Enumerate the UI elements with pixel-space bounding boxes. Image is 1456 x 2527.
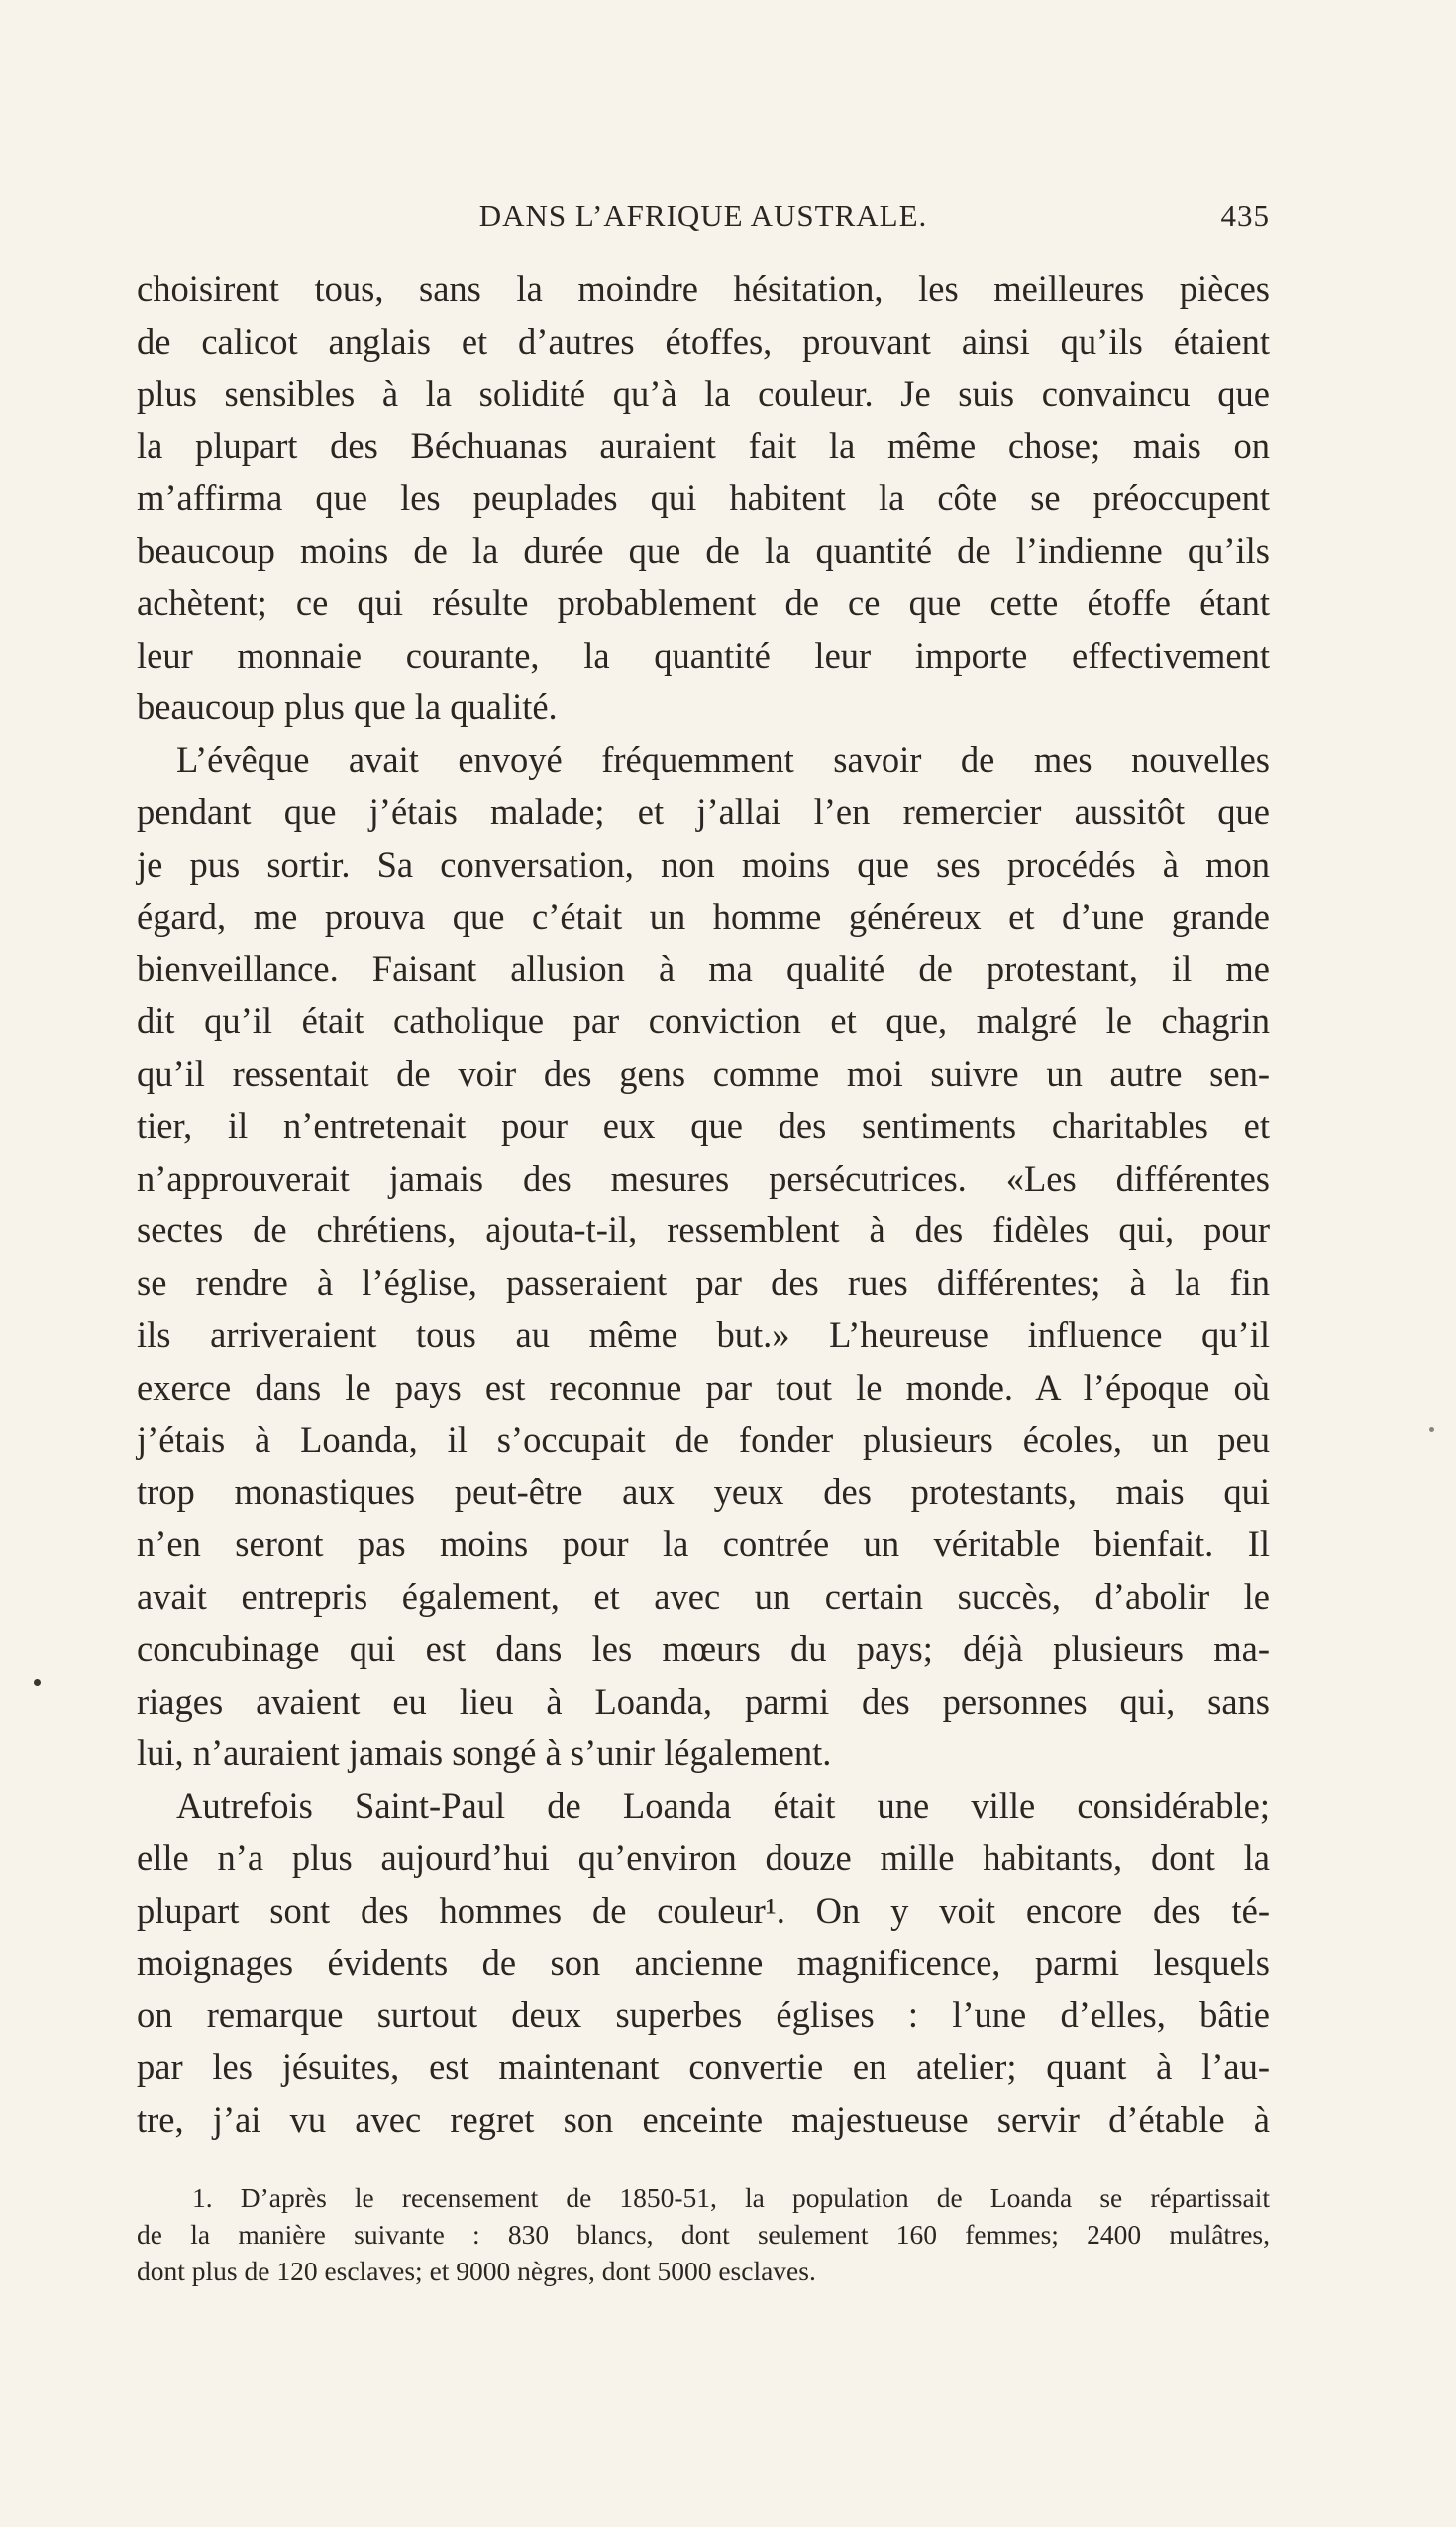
text-line: beaucoup moins de la durée que de la quantité de l’indienne qu’ils [137, 529, 1270, 571]
text-line: qu’il ressentait de voir des gens comme moi suivre un autre sen- [137, 1052, 1270, 1094]
text-line: Autrefois Saint-Paul de Loanda était une ville considérable; [176, 1785, 1270, 1827]
text-line: riages avaient eu lieu à Loanda, parmi des personnes qui, sans [137, 1680, 1270, 1722]
text-line: exerce dans le pays est reconnue par tout le monde. A l’époque où [137, 1366, 1270, 1408]
text-line: L’évêque avait envoyé fréquemment savoir de mes nouvelles [176, 739, 1270, 781]
text-line: bienveillance. Faisant allusion à ma qualité de protestant, il me [137, 948, 1270, 990]
text-line: avait entrepris également, et avec un certain succès, d’abolir le [137, 1575, 1270, 1617]
text-line: lui, n’auraient jamais songé à s’unir légalement. [137, 1733, 832, 1774]
text-line: moignages évidents de son ancienne magnificence, parmi lesquels [137, 1942, 1270, 1983]
text-line: j’étais à Loanda, il s’occupait de fonder plusieurs écoles, un peu [137, 1419, 1270, 1460]
text-line: elle n’a plus aujourd’hui qu’environ douze mille habitants, dont la [137, 1837, 1270, 1878]
text-line: beaucoup plus que la qualité. [137, 686, 558, 728]
text-line: m’affirma que les peuplades qui habitent la côte se préoccupent [137, 477, 1270, 519]
text-line: tier, il n’entretenait pour eux que des sentiments charitables et [137, 1105, 1270, 1146]
text-line: leur monnaie courante, la quantité leur importe effectivement [137, 634, 1270, 676]
text-line: plus sensibles à la solidité qu’à la couleur. Je suis convaincu que [137, 372, 1270, 414]
text-line: tre, j’ai vu avec regret son enceinte majestueuse servir d’étable à [137, 2098, 1270, 2140]
text-line: achètent; ce qui résulte probablement de ce que cette étoffe étant [137, 581, 1270, 623]
text-line: se rendre à l’église, passeraient par des rues différentes; à la fin [137, 1262, 1270, 1304]
running-head [137, 198, 1270, 242]
text-line: dit qu’il était catholique par conviction et que, malgré le chagrin [137, 1000, 1270, 1042]
text-line: de calicot anglais et d’autres étoffes, prouvant ainsi qu’ils étaient [137, 320, 1270, 362]
page-number: 435 [1220, 198, 1270, 233]
ink-speck [34, 1679, 41, 1686]
text-line: sectes de chrétiens, ajouta-t-il, ressemblent à des fidèles qui, pour [137, 1210, 1270, 1251]
text-line: n’approuverait jamais des mesures persécutrices. «Les différentes [137, 1157, 1270, 1199]
running-head-title: DANS L’AFRIQUE AUSTRALE. [478, 198, 928, 233]
text-line: la plupart des Béchuanas auraient fait la même chose; mais on [137, 425, 1270, 467]
text-line: pendant que j’étais malade; et j’allai l’en remercier aussitôt que [137, 790, 1270, 832]
text-line: égard, me prouva que c’était un homme généreux et d’une grande [137, 895, 1270, 937]
footnote-line: 1. D’après le recensement de 1850-51, la population de Loanda se répartissait [192, 2182, 1270, 2213]
text-line: n’en seront pas moins pour la contrée un véritable bienfait. Il [137, 1524, 1270, 1565]
text-line: on remarque surtout deux superbes églises : l’une d’elles, bâtie [137, 1994, 1270, 2036]
text-line: trop monastiques peut-être aux yeux des protestants, mais qui [137, 1471, 1270, 1513]
footnote-line: dont plus de 120 esclaves; et 9000 nègres, dont 5000 esclaves. [137, 2256, 816, 2286]
text-line: concubinage qui est dans les mœurs du pays; déjà plusieurs ma- [137, 1628, 1270, 1669]
text-line: par les jésuites, est maintenant convertie en atelier; quant à l’au- [137, 2047, 1270, 2088]
text-line: plupart sont des hommes de couleur¹. On y voit encore des té- [137, 1889, 1270, 1931]
text-line: je pus sortir. Sa conversation, non moins que ses procédés à mon [137, 843, 1270, 885]
footnote-line: de la manière suivante : 830 blancs, dont seulement 160 femmes; 2400 mulâtres, [137, 2219, 1270, 2250]
body-text [137, 263, 1270, 2147]
text-line: ils arriveraient tous au même but.» L’heureuse influence qu’il [137, 1314, 1270, 1355]
footnote [137, 2179, 1270, 2289]
text-line: choisirent tous, sans la moindre hésitation, les meilleures pièces [137, 268, 1270, 309]
ink-speck [1429, 1427, 1434, 1432]
